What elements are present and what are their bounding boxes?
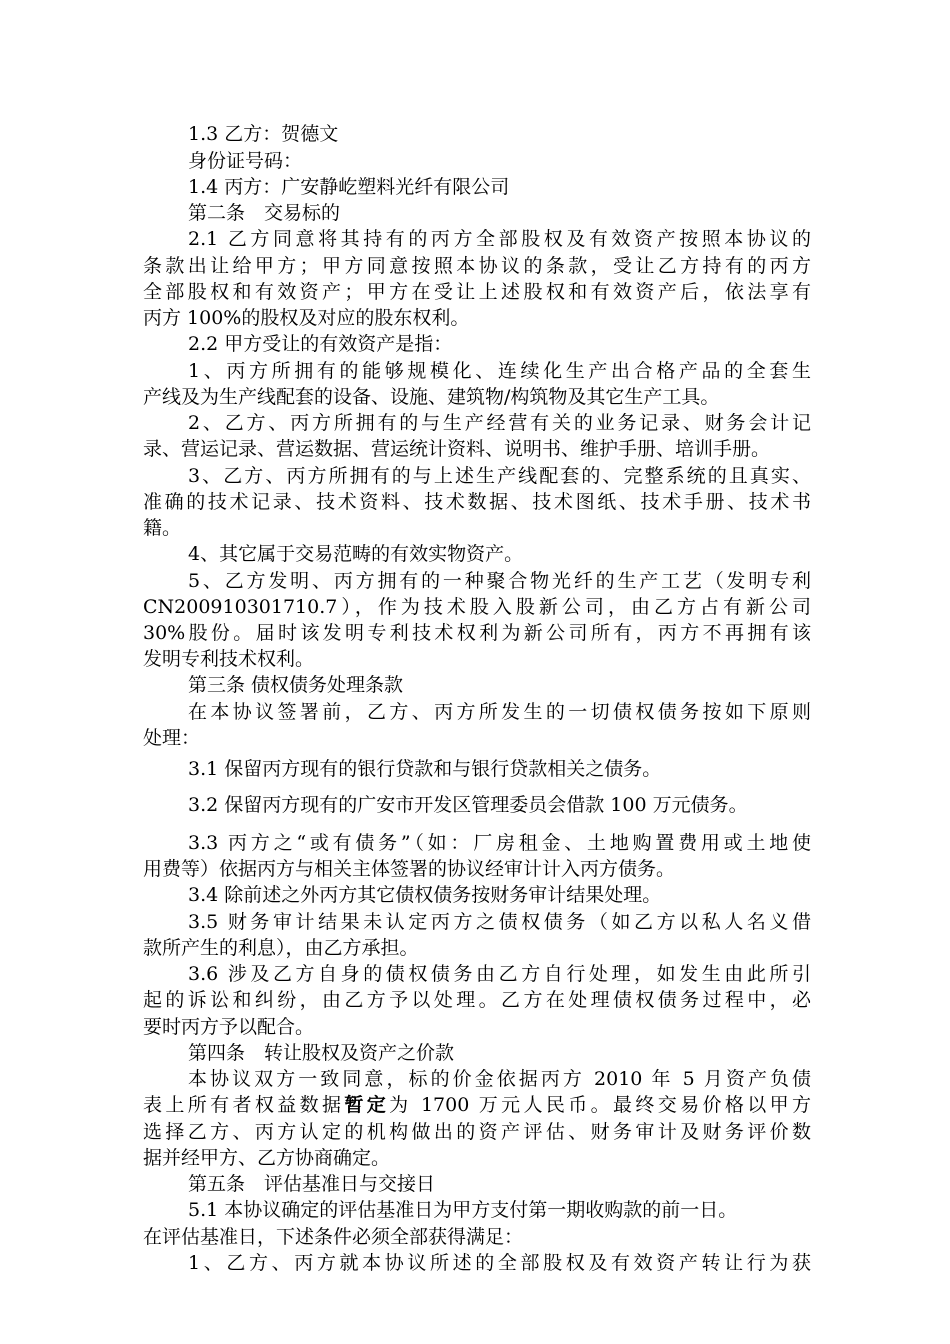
text-line: 3.6 涉及乙方自身的债权债务由乙方自行处理，如发生由此所引 (188, 963, 811, 985)
text-line: 3、乙方、丙方所拥有的与上述生产线配套的、完整系统的且真实、 (188, 465, 811, 487)
text-line: 1、乙方、丙方就本协议所述的全部股权及有效资产转让行为获 (188, 1252, 811, 1274)
text-line: 在评估基准日，下述条件必须全部获得满足： (143, 1226, 524, 1248)
text-line: 2、乙方、丙方所拥有的与生产经营有关的业务记录、财务会计记 (188, 412, 811, 434)
text-line: 全部股权和有效资产；甲方在受让上述股权和有效资产后，依法享有 (143, 281, 811, 303)
text-line: 条款出让给甲方；甲方同意按照本协议的条款，受让乙方持有的丙方 (143, 255, 811, 277)
text-line: 5、乙方发明、丙方拥有的一种聚合物光纤的生产工艺（发明专利 (188, 570, 811, 592)
text-line: 据并经甲方、乙方协商确定。 (143, 1147, 391, 1169)
text-line: 录、营运记录、营运数据、营运统计资料、说明书、维护手册、培训手册。 (143, 438, 771, 460)
text-line: 处理： (143, 727, 201, 749)
text-line: 起的诉讼和纠纷，由乙方予以处理。乙方在处理债权债务过程中，必 (143, 989, 811, 1011)
text-line: 3.5 财务审计结果未认定丙方之债权债务（如乙方以私人名义借 (188, 911, 811, 933)
text-line: 30%股份。届时该发明专利技术权利为新公司所有，丙方不再拥有该 (143, 622, 811, 644)
text-line: 3.3 丙方之“或有债务”（如：厂房租金、土地购置费用或土地使 (188, 832, 811, 854)
text-line: 产线及为生产线配套的设备、设施、建筑物/构筑物及其它生产工具。 (143, 386, 720, 408)
text-line: 3.2 保留丙方现有的广安市开发区管理委员会借款 100 万元债务。 (188, 794, 748, 816)
article-heading: 第二条 交易标的 (188, 202, 341, 224)
text-line: 5.1 本协议确定的评估基准日为甲方支付第一期收购款的前一日。 (188, 1199, 738, 1221)
text-line: 选择乙方、丙方认定的机构做出的资产评估、财务审计及财务评价数 (143, 1121, 811, 1143)
text-line: 1.3 乙方：贺德文 (188, 123, 339, 145)
article-heading: 第三条 债权债务处理条款 (188, 674, 404, 696)
bold-text: 暂定 (344, 1094, 390, 1116)
text-line: 本协议双方一致同意，标的价金依据丙方 2010 年 5 月资产负债 (188, 1068, 811, 1090)
text-line: 要时丙方予以配合。 (143, 1016, 315, 1038)
article-heading: 第五条 评估基准日与交接日 (188, 1173, 436, 1195)
text-line: 发明专利技术权利。 (143, 648, 315, 670)
text-line: 2.2 甲方受让的有效资产是指： (188, 333, 453, 355)
text-line: 用费等）依据丙方与相关主体签署的协议经审计计入丙方债务。 (143, 858, 676, 880)
text-line: 3.1 保留丙方现有的银行贷款和与银行贷款相关之债务。 (188, 758, 662, 780)
text-line: 3.4 除前述之外丙方其它债权债务按财务审计结果处理。 (188, 884, 662, 906)
text-line: 准确的技术记录、技术资料、技术数据、技术图纸、技术手册、技术书 (143, 491, 811, 513)
article-heading: 第四条 转让股权及资产之价款 (188, 1042, 455, 1064)
text-line: 丙方 100%的股权及对应的股东权利。 (143, 307, 470, 329)
text-line: 款所产生的利息），由乙方承担。 (143, 937, 419, 959)
text-line: 1、丙方所拥有的能够规模化、连续化生产出合格产品的全套生 (188, 360, 811, 382)
text-line (143, 1092, 811, 1118)
text-line: 籍。 (143, 517, 182, 539)
text-line: 1.4 丙方：广安静屹塑料光纤有限公司 (188, 176, 510, 198)
text-segment: 为 1700 万元人民币。最终交易价格以甲方 (389, 1094, 811, 1116)
text-segment: 表上所有者权益数据 (143, 1094, 345, 1116)
text-line: 4、其它属于交易范畴的有效实物资产。 (188, 543, 524, 565)
text-line: 身份证号码： (188, 150, 303, 172)
text-line: 2.1 乙方同意将其持有的丙方全部股权及有效资产按照本协议的 (188, 228, 811, 250)
text-line: CN200910301710.7），作为技术股入股新公司，由乙方占有新公司 (143, 596, 811, 618)
text-line: 在本协议签署前，乙方、丙方所发生的一切债权债务按如下原则 (188, 701, 811, 723)
